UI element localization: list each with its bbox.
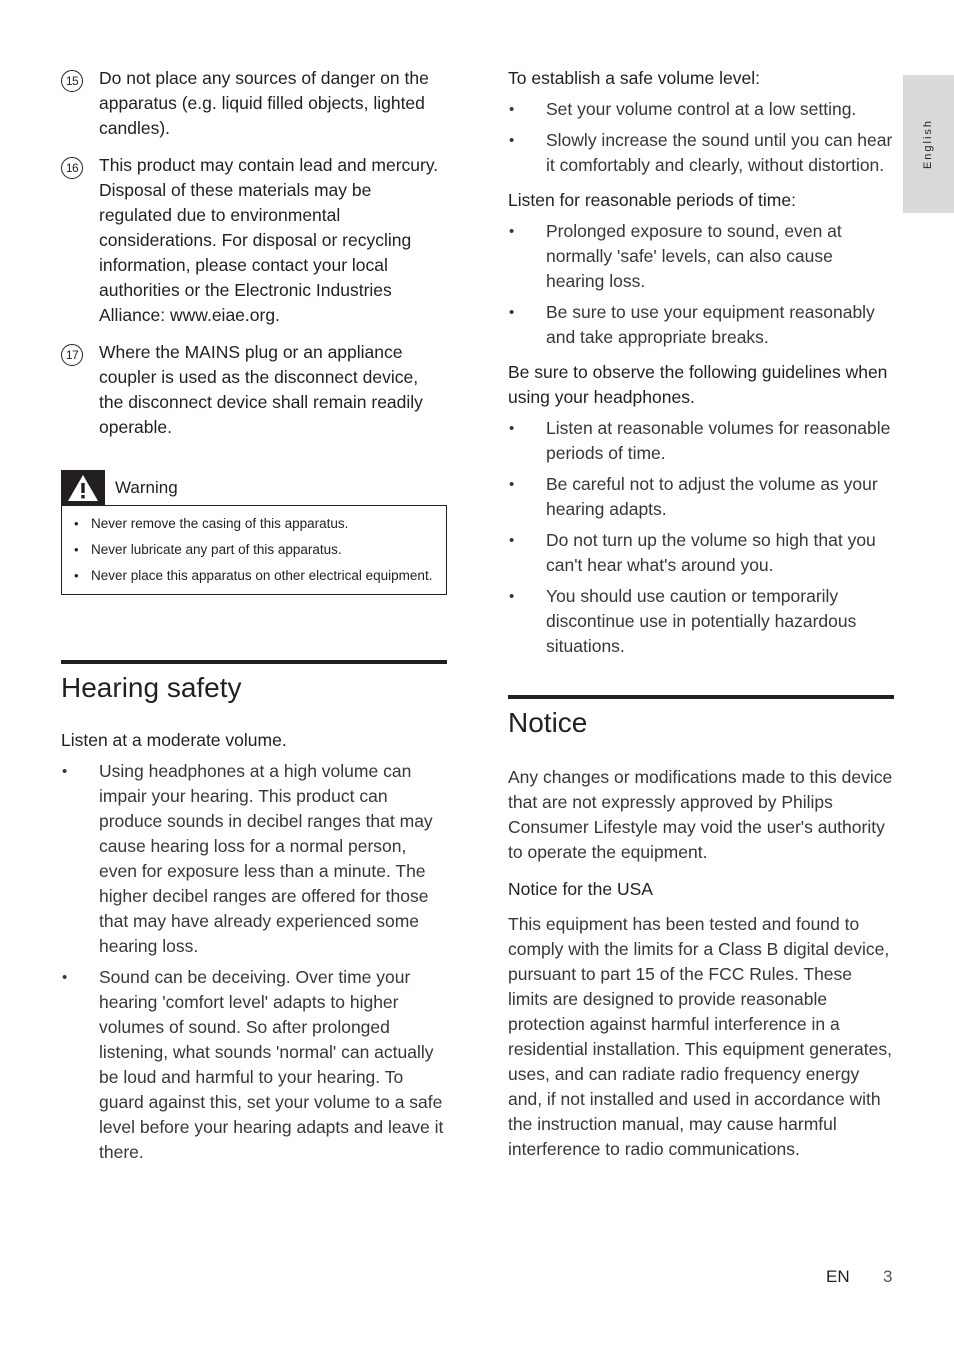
list-item: • Listen at reasonable volumes for reasonable periods of time. <box>508 416 894 466</box>
list-item: • Prolonged exposure to sound, even at normally 'safe' levels, can also cause hearing loss. <box>508 219 894 294</box>
numbered-item-15 <box>61 66 447 141</box>
warning-box <box>61 470 447 595</box>
item-number-badge: 15 <box>61 70 83 92</box>
warning-header <box>61 470 447 506</box>
safe-volume-heading: To establish a safe volume level: <box>508 68 760 88</box>
list-item: • Using headphones at a high volume can impair your hearing. This product can produce sounds in decibel ranges that may cause hearing loss for a normal person, even for exposure less than a minute. The higher decibel ranges are offered for those that may have already experienced some hearing loss. <box>61 759 447 959</box>
warning-item: • Never remove the casing of this apparatus. <box>74 514 434 533</box>
hearing-safety-list <box>61 759 447 1165</box>
hearing-safety-subheading: Listen at a moderate volume. <box>61 730 287 750</box>
numbered-item-17 <box>61 340 447 440</box>
periods-heading: Listen for reasonable periods of time: <box>508 190 796 210</box>
notice-title: Notice <box>508 707 588 738</box>
item-number-badge: 17 <box>61 344 83 366</box>
page-number: 3 <box>883 1267 893 1286</box>
guidelines-heading: Be sure to observe the following guidelines when using your headphones. <box>508 362 888 407</box>
notice-paragraph: Any changes or modifications made to this device that are not expressly approved by Philips Consumer Lifestyle may void the user's authority to operate the equipment. <box>508 767 893 862</box>
list-item: • You should use caution or temporarily discontinue use in potentially hazardous situations. <box>508 584 894 659</box>
list-item: • Set your volume control at a low setting. <box>508 97 894 122</box>
warning-title: Warning <box>115 478 178 497</box>
numbered-item-text: Where the MAINS plug or an appliance coupler is used as the disconnect device, the disconnect device shall remain readily operable. <box>99 342 423 437</box>
footer-language: EN <box>826 1267 850 1286</box>
numbered-item-16 <box>61 153 447 328</box>
notice-usa-heading: Notice for the USA <box>508 879 653 899</box>
left-column <box>61 66 447 1171</box>
guidelines-list <box>508 416 894 659</box>
warning-item: • Never lubricate any part of this apparatus. <box>74 540 434 559</box>
notice-section <box>508 695 894 1162</box>
item-number-badge: 16 <box>61 157 83 179</box>
warning-item: • Never place this apparatus on other electrical equipment. <box>74 566 434 585</box>
list-item: • Be sure to use your equipment reasonably and take appropriate breaks. <box>508 300 894 350</box>
numbered-item-text: Do not place any sources of danger on the apparatus (e.g. liquid filled objects, lighted candles). <box>99 68 429 138</box>
safe-volume-list <box>508 97 894 178</box>
periods-list <box>508 219 894 350</box>
list-item: • Slowly increase the sound until you can hear it comfortably and clearly, without distortion. <box>508 128 894 178</box>
list-item: • Be careful not to adjust the volume as your hearing adapts. <box>508 472 894 522</box>
warning-triangle-icon <box>61 470 105 505</box>
list-item: • Do not turn up the volume so high that you can't hear what's around you. <box>508 528 894 578</box>
notice-usa-paragraph: This equipment has been tested and found to comply with the limits for a Class B digital device, pursuant to part 15 of the FCC Rules. These limits are designed to provide reasonable protection against harmful interference in a residential installation. This equipment generates, uses, and can radiate radio frequency energy and, if not installed and used in accordance with the instruction manual, may cause harmful interference to radio communications. <box>508 914 892 1159</box>
right-column <box>508 66 894 1172</box>
numbered-item-text: This product may contain lead and mercury. Disposal of these materials may be regulated due to environmental considerations. For disposal or recycling information, please contact your local authorities or the Electronic Industries Alliance: www.eiae.org. <box>99 155 439 325</box>
hearing-safety-section <box>61 660 447 1165</box>
list-item: • Sound can be deceiving. Over time your hearing 'comfort level' adapts to higher volumes of sound. So after prolonged listening, what sounds 'normal' can actually be loud and harmful to your hearing. To guard against this, set your volume to a safe level before your hearing adapts and leave it there. <box>61 965 447 1165</box>
language-tab <box>903 75 954 213</box>
language-tab-label: English <box>922 118 934 170</box>
warning-list <box>61 506 447 595</box>
hearing-safety-title: Hearing safety <box>61 672 242 703</box>
